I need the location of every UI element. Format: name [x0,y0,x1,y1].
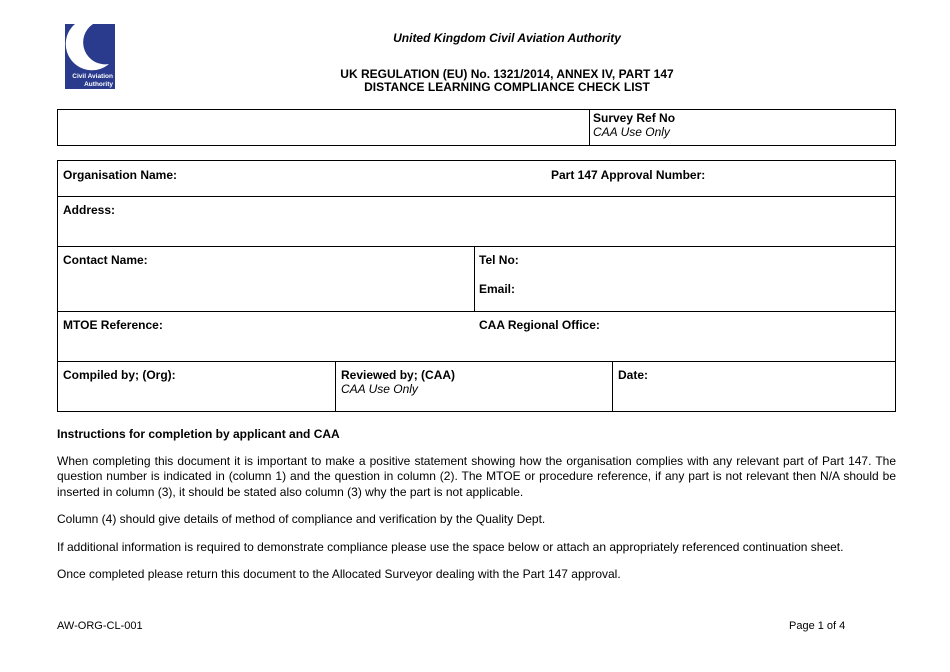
date-label: Date: [618,368,649,382]
survey-ref-label: Survey Ref No [593,111,676,125]
instructions-section [57,427,896,595]
organisation-name-label: Organisation Name: [63,168,178,182]
row-divider [58,246,895,247]
document-code: AW-ORG-CL-001 [57,620,143,632]
reviewed-by-note: CAA Use Only [341,382,418,396]
page-number: Page 1 of 4 [789,620,846,632]
instructions-paragraph: If additional information is required to demonstrate compliance please use the space below or attach an appropriately referenced continuation sheet. [57,539,844,554]
survey-ref-box [57,109,896,146]
contact-name-label: Contact Name: [63,253,148,267]
column-divider [474,246,475,311]
survey-divider [589,110,590,145]
row-divider [58,311,895,312]
email-label: Email: [479,282,516,296]
column-divider [335,361,336,412]
logo-line-1: Civil Aviation [72,73,113,80]
row-divider [58,196,895,197]
tel-no-label: Tel No: [479,253,519,267]
address-label: Address: [63,203,116,217]
checklist-title: DISTANCE LEARNING COMPLIANCE CHECK LIST [364,80,650,94]
row-divider [58,361,895,362]
regulation-title: UK REGULATION (EU) No. 1321/2014, ANNEX IV, PART 147 [340,67,674,81]
instructions-paragraph: Column (4) should give details of method of compliance and verification by the Quality Dept. [57,512,546,526]
reviewed-by-label: Reviewed by; (CAA) [341,368,456,382]
authority-title: United Kingdom Civil Aviation Authority [393,31,621,45]
regional-office-label: CAA Regional Office: [479,318,600,332]
instructions-paragraph: When completing this document it is important to make a positive statement showing how the organisation complies with any relevant part of Part 147. The question number is indicated in (column 1) and the question in column (2). The MTOE or procedure reference, if any part is not relevant then N/A should be inserted in column (3), it should be stated also column (3) why the part is not applicable. [57,453,896,499]
instructions-paragraph: Once completed please return this document to the Allocated Surveyor dealing with the Part 147 approval. [57,567,621,581]
compiled-by-label: Compiled by; (Org): [63,368,176,382]
mtoe-reference-label: MTOE Reference: [63,318,163,332]
survey-ref-note: CAA Use Only [593,125,670,139]
approval-number-label: Part 147 Approval Number: [551,168,706,182]
instructions-heading: Instructions for completion by applicant and CAA [57,427,340,441]
logo-line-2: Authority [84,80,113,88]
organisation-form [57,160,896,412]
column-divider [612,361,613,412]
